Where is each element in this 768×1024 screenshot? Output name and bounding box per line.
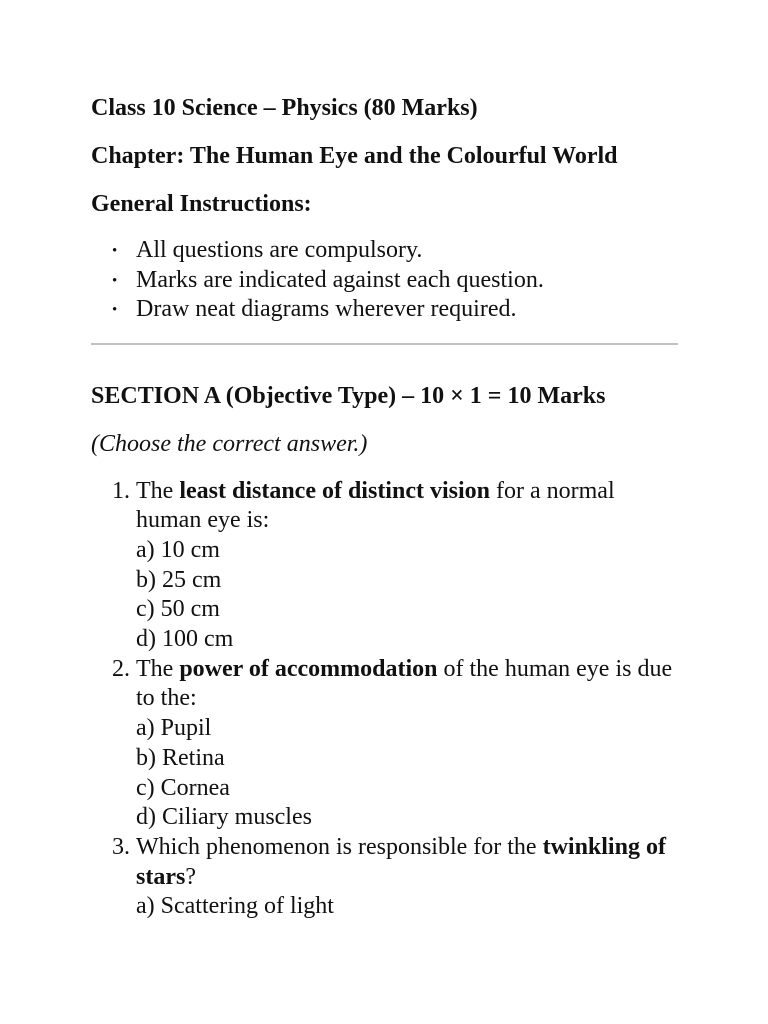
question-text-part: The xyxy=(136,477,180,504)
question-text-part: Which phenomenon is responsible for the xyxy=(136,833,543,860)
instruction-item: • Draw neat diagrams wherever required. xyxy=(91,295,681,325)
instruction-item: • All questions are compulsory. xyxy=(91,236,681,266)
instructions-list xyxy=(91,236,681,325)
option-item: d) 100 cm xyxy=(136,626,234,653)
instructions-heading: General Instructions: xyxy=(91,191,312,217)
question-key-term: twinkling of stars xyxy=(136,833,666,890)
section-divider xyxy=(91,343,678,345)
question-key-term: power of accommodation xyxy=(179,655,438,682)
question-text-part: ? xyxy=(185,863,196,890)
question-text xyxy=(136,834,666,890)
document-content xyxy=(91,93,681,922)
question-text-part: of the human eye is due to the: xyxy=(136,655,673,712)
question-text-part: The xyxy=(136,655,180,682)
question-number: 2. xyxy=(112,655,130,682)
question-number: 1. xyxy=(112,477,130,504)
question-item-2 xyxy=(91,655,681,833)
question-key-term: least distance of distinct vision xyxy=(179,477,490,504)
question-item-3 xyxy=(91,833,681,922)
instruction-item: • Marks are indicated against each question. xyxy=(91,266,681,296)
option-list xyxy=(136,892,681,922)
question-text xyxy=(136,478,615,534)
option-item: c) Cornea xyxy=(136,774,230,801)
page-title: Class 10 Science – Physics (80 Marks) xyxy=(91,95,478,121)
option-item: a) 10 cm xyxy=(136,536,220,563)
option-item: a) Scattering of light xyxy=(136,893,334,920)
option-item: b) Retina xyxy=(136,744,225,771)
option-item: a) Pupil xyxy=(136,715,212,742)
option-item: c) 50 cm xyxy=(136,596,220,623)
option-list xyxy=(136,536,681,655)
question-item-1 xyxy=(91,477,681,655)
question-text xyxy=(136,656,672,712)
chapter-title: Chapter: The Human Eye and the Colourful World xyxy=(91,143,618,169)
section-a-note: (Choose the correct answer.) xyxy=(91,430,368,457)
section-a-heading: SECTION A (Objective Type) – 10 × 1 = 10 Marks xyxy=(91,382,606,409)
option-item: b) 25 cm xyxy=(136,566,222,593)
question-text-part: for a normal human eye is: xyxy=(136,477,615,534)
question-number: 3. xyxy=(112,833,130,860)
question-list xyxy=(91,477,681,923)
option-list xyxy=(136,714,681,833)
option-item: d) Ciliary muscles xyxy=(136,804,312,831)
